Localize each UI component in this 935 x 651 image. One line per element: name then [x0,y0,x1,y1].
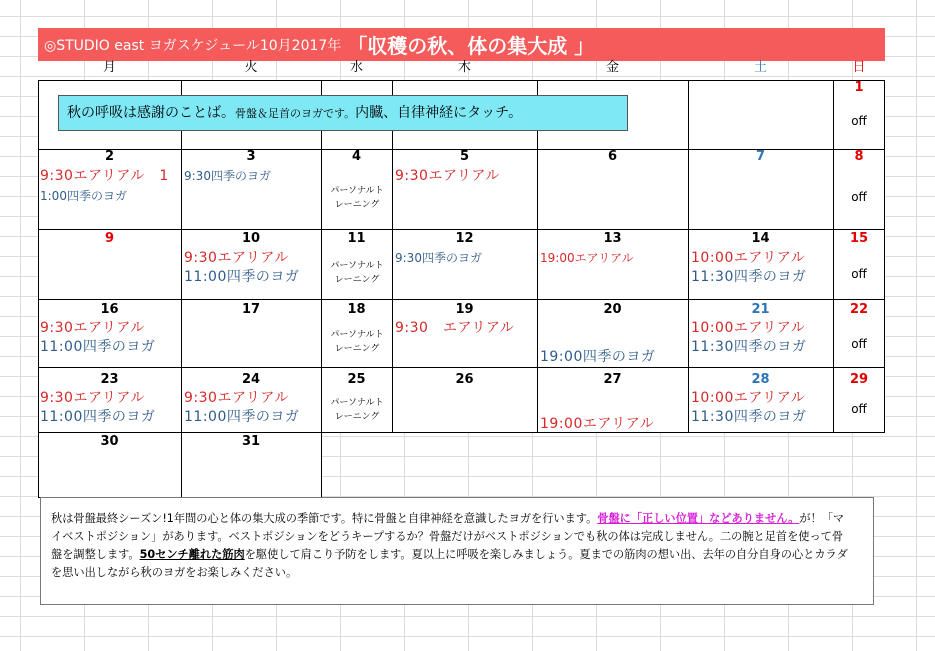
banner-small: 骨盤＆足首のヨガです。 [235,107,356,120]
event-aerial: 10:00エアリアル [691,390,806,406]
date-19: 19 [455,302,474,317]
event-shiki-yoga: 9:30四季のヨガ [395,251,482,265]
date-3: 3 [246,149,256,164]
weekday-sat: 土 [753,60,767,75]
off-label: off [851,267,867,281]
description-highlight: 骨盤に「正しい位置」などありません。 [597,512,800,525]
event-aerial: 10:00エアリアル [691,250,806,266]
event-aerial: 19:00エアリアル [540,251,634,265]
personal-training-note: パーソナルト レーニング [330,330,384,354]
date-20: 20 [603,302,622,317]
personal-training-note: パーソナルト レーニング [330,261,384,285]
weekday-tue: 火 [244,60,258,75]
description-text: が！「マイベストポジション」があります。ベストポジションをどうキープするか？骨盤だけがベストポジションでも秋の体は完成しません。二の腕と足首を使って骨盤を調整します。 [51,512,845,561]
date-13: 13 [603,231,622,246]
date-12: 12 [455,231,474,246]
description-bold: 50センチ離れた筋肉 [139,548,245,561]
date-8: 8 [854,149,864,164]
date-14: 14 [751,231,770,246]
off-label: off [851,114,867,128]
event-shiki-yoga: 11:30四季のヨガ [691,269,807,285]
weekday-fri: 金 [605,60,619,75]
weekday-wed: 水 [349,60,363,75]
date-5: 5 [459,149,470,164]
date-24: 24 [241,372,261,387]
theme-banner [58,95,628,131]
date-22: 22 [849,302,869,317]
description-text: を駆使して肩こり予防をします。夏以上に呼吸を楽しみましょう。夏までの筋肉の想い出、去年の自分自身の心とカラダを思い出しながら秋のヨガをお楽しみください。 [51,548,848,579]
title-bar [38,28,885,61]
event-shiki-yoga: 11:00四季のヨガ [40,339,156,355]
date-27: 27 [603,372,622,387]
date-7: 7 [755,149,766,164]
off-label: off [851,402,867,416]
banner-main: 秋の呼吸は感謝のことば。 [67,105,235,121]
event-aerial: 9:30 エアリアル [395,320,515,336]
event-aerial: 9:30エアリアル 1 [40,168,169,184]
date-28: 28 [751,372,770,387]
weekday-thu: 木 [457,60,471,75]
banner-rest: 内臓、自律神経にタッチ。 [355,105,523,121]
date-26: 26 [455,372,474,387]
weekday-sun: 日 [852,60,866,75]
event-shiki-yoga: 9:30四季のヨガ [184,169,271,183]
date-17: 17 [241,302,261,317]
date-11: 11 [347,231,366,246]
event-aerial: 19:00エアリアル [540,416,655,432]
date-31: 31 [241,434,261,449]
off-label: off [851,190,867,204]
event-aerial: 9:30エアリアル [40,390,145,406]
description-text: 秋は骨盤最終シーズン!1年間の心と体の集大成の季節です。特に骨盤と自律神経を意識したヨガを行います。 [51,512,598,525]
weekday-mon: 月 [102,60,116,75]
date-23: 23 [100,372,119,387]
event-shiki-yoga: 11:00四季のヨガ [184,409,300,425]
day-cell [688,80,834,150]
date-6: 6 [607,149,618,164]
event-shiki-yoga: 1:00四季のヨガ [40,189,127,203]
date-9: 9 [104,231,115,246]
personal-training-note: パーソナルト レーニング [330,186,384,210]
event-shiki-yoga: 11:00四季のヨガ [184,269,300,285]
title-text: ◎STUDIO east ヨガスケジュール10月2017年 [44,37,342,54]
event-shiki-yoga: 11:30四季のヨガ [691,339,807,355]
event-shiki-yoga: 19:00四季のヨガ [540,349,656,365]
personal-training-note: パーソナルト レーニング [330,398,384,422]
event-aerial: 10:00エアリアル [691,320,806,336]
date-18: 18 [347,302,366,317]
event-aerial: 9:30エアリアル [184,390,289,406]
event-shiki-yoga: 11:30四季のヨガ [691,409,807,425]
date-25: 25 [347,372,366,387]
date-16: 16 [100,302,119,317]
date-30: 30 [100,434,119,449]
description-box [40,497,874,605]
date-2: 2 [104,149,115,164]
date-4: 4 [351,149,362,164]
date-29: 29 [849,372,869,387]
event-shiki-yoga: 11:00四季のヨガ [40,409,156,425]
date-1: 1 [854,80,864,95]
off-label: off [851,337,867,351]
date-21: 21 [751,302,770,317]
event-aerial: 9:30エアリアル [40,320,145,336]
event-aerial: 9:30エアリアル [184,250,289,266]
date-10: 10 [241,231,261,246]
event-aerial: 9:30エアリアル [395,168,500,184]
title-theme: 「収穫の秋、体の集大成 」 [347,34,595,58]
date-15: 15 [849,231,869,246]
